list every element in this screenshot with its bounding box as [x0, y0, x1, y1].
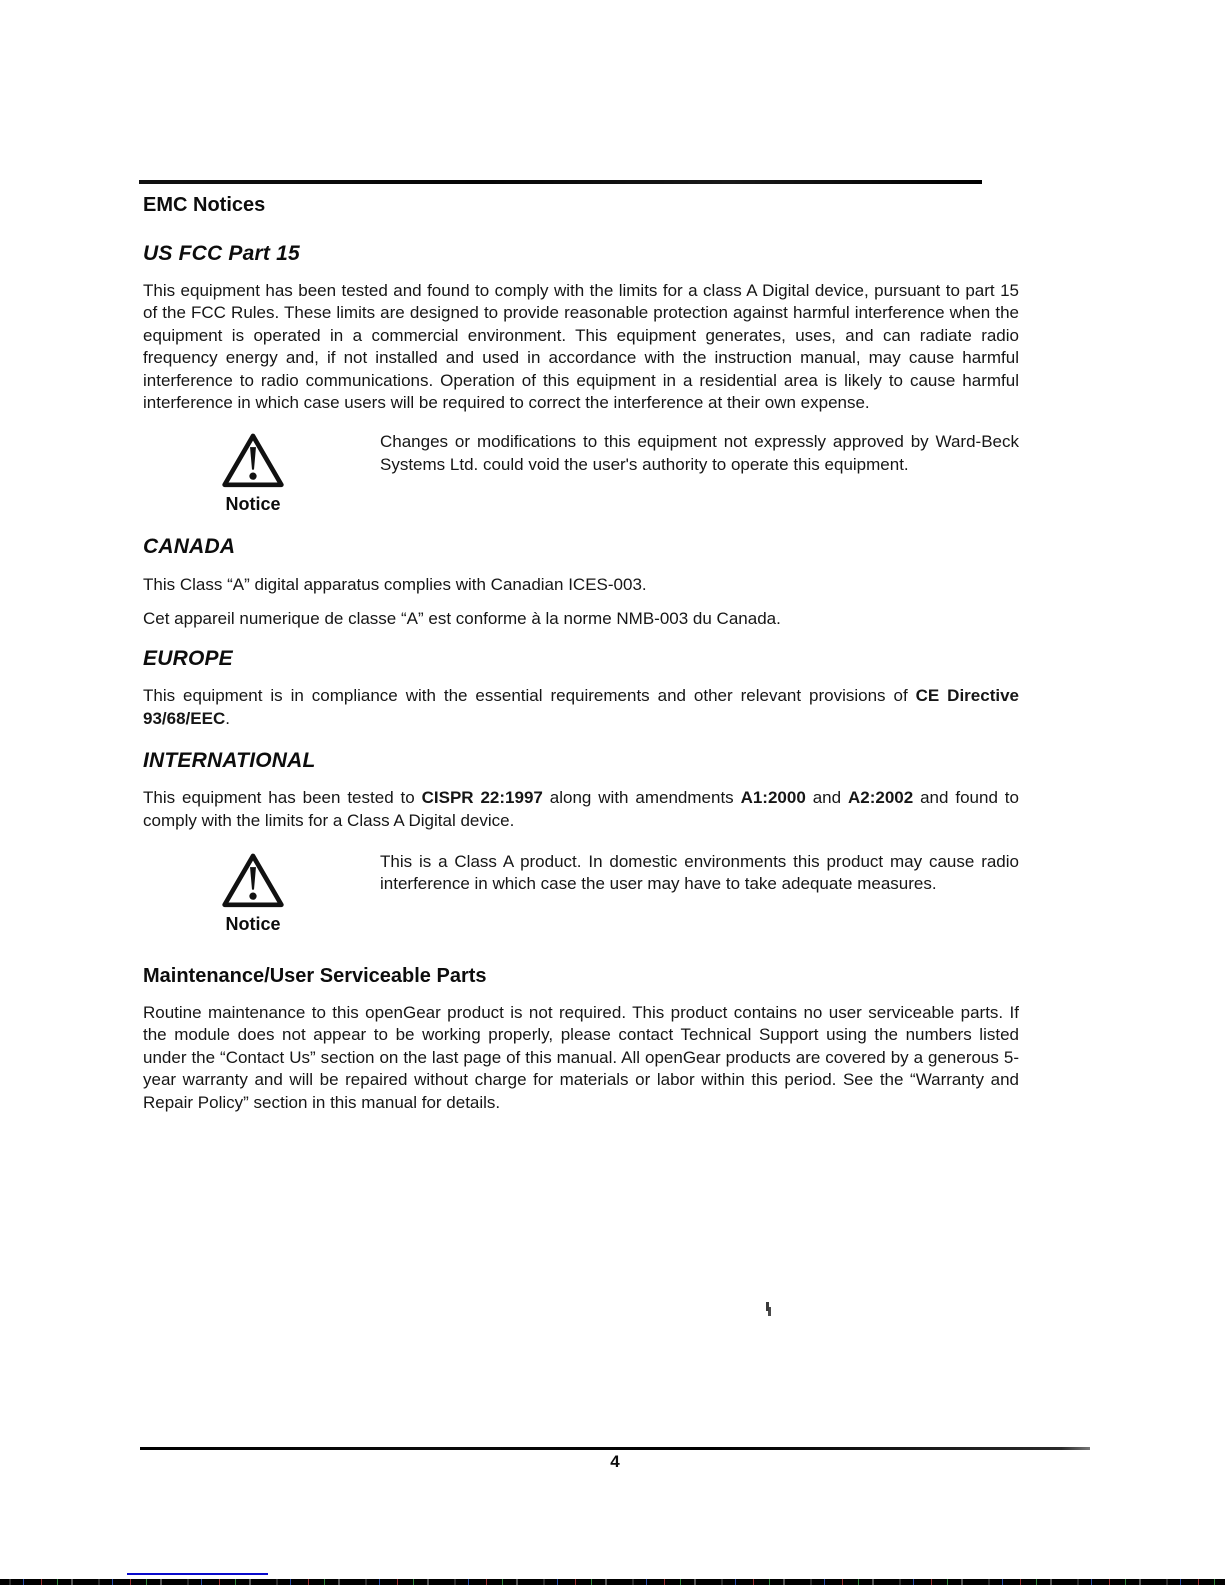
europe-body-bold: CE Directive 93/68/EEC — [143, 686, 1019, 728]
intl-notice-block — [143, 851, 1019, 935]
maintenance-body: Routine maintenance to this openGear product is not required. This product contains no user serviceable parts. If the module does not appear to be working properly, please contact Technical Support using the numbers listed under the “Contact Us” section on the last page of this manual. All openGear products are covered by a generous 5-year warranty and will be repaired without charge for materials or labor within this period. See the “Warranty and Repair Policy” section in this manual for details. — [143, 1003, 1019, 1112]
intl-seg6-bold: A2:2002 — [847, 788, 914, 808]
scan-artifact-speck — [766, 1302, 769, 1311]
warning-triangle-icon — [220, 851, 286, 911]
page-title: EMC Notices — [143, 194, 266, 216]
intl-seg5: and — [805, 788, 848, 808]
warning-triangle-icon — [220, 431, 286, 491]
footer-rule — [140, 1447, 1090, 1450]
fcc-notice-block — [143, 431, 1019, 515]
europe-body-start: This equipment is in compliance with the essential requirements and other relevant provisions of — [143, 686, 916, 706]
intl-seg7: and found to comply with the limits for a Class A Digital device. — [143, 788, 1019, 830]
notice-icon-block — [198, 851, 308, 935]
header-rule — [139, 180, 982, 184]
page-number: 4 — [610, 1452, 620, 1471]
canada-body-fr: Cet appareil numerique de classe “A” est conforme à la norme NMB-003 du Canada. — [143, 609, 781, 629]
fcc-notice-text: Changes or modifications to this equipment not expressly approved by Ward-Beck Systems Ltd. could void the user's authority to operate this equipment. — [380, 432, 1019, 474]
notice-label: Notice — [225, 914, 281, 935]
fcc-body: This equipment has been tested and found to comply with the limits for a class A Digital device, pursuant to part 15 of the FCC Rules. These limits are designed to provide reasonable protection against harmful interference when the equipment is operated in a commercial environment. This equipment generates, uses, and can radiate radio frequency energy and, if not installed and used in accordance with the instruction manual, may cause harmful interference to radio communications. Operation of this equipment in a residential area is likely to cause harmful interference in which case users will be required to correct the interference at their own expense. — [143, 281, 1019, 413]
section-heading-canada: CANADA — [143, 535, 236, 559]
section-heading-europe: EUROPE — [143, 647, 233, 671]
intl-seg4-bold: A1:2000 — [740, 788, 806, 808]
scan-noise-strip — [0, 1579, 1225, 1585]
section-heading-fcc: US FCC Part 15 — [143, 242, 300, 265]
section-heading-international: INTERNATIONAL — [143, 749, 316, 773]
notice-label: Notice — [225, 494, 281, 515]
section-heading-maintenance: Maintenance/User Serviceable Parts — [143, 965, 487, 988]
page-content — [143, 168, 1019, 1114]
intl-seg1: This equipment has been tested to — [143, 788, 422, 808]
notice-icon-block — [198, 431, 308, 515]
europe-body-end: . — [225, 708, 230, 728]
intl-seg3: along with amendments — [542, 788, 741, 808]
international-body — [143, 787, 1019, 832]
europe-body — [143, 685, 1019, 730]
intl-seg2-bold: CISPR 22:1997 — [421, 788, 543, 808]
canada-body-en: This Class “A” digital apparatus complies with Canadian ICES-003. — [143, 575, 647, 595]
footer-blue-line — [127, 1573, 268, 1575]
intl-notice-text: This is a Class A product. In domestic environments this product may cause radio interference in which case the user may have to take adequate measures. — [380, 852, 1019, 894]
